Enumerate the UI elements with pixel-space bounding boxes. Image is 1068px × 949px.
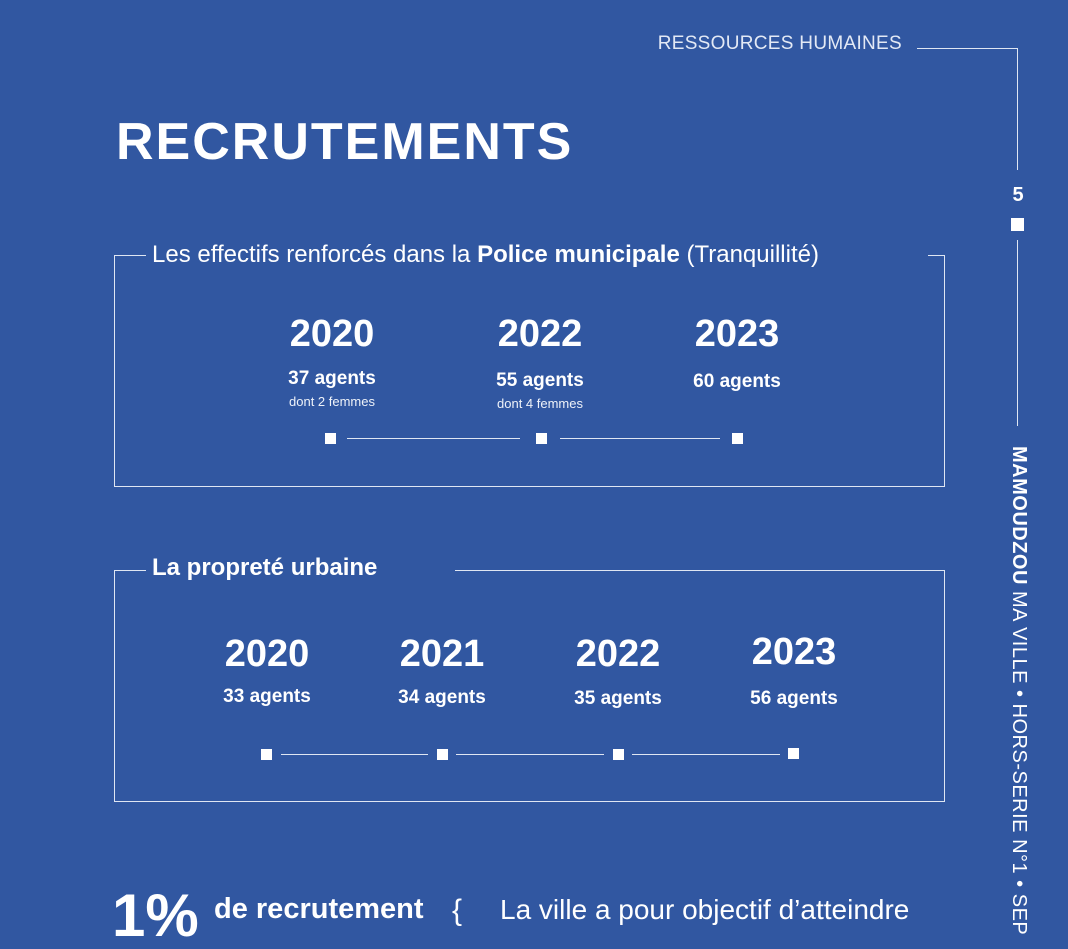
objective-text: La ville a pour objectif d’atteindre — [500, 894, 910, 925]
proprete-agents-2022: 35 agents — [574, 688, 662, 709]
magazine-name: MAMOUDZOU — [1008, 446, 1030, 585]
proprete-agents-2020: 33 agents — [223, 686, 311, 707]
proprete-timeline-dot — [437, 749, 448, 760]
section-tag: RESSOURCES HUMAINES — [657, 33, 902, 54]
proprete-agents-2023: 56 agents — [750, 688, 838, 709]
proprete-year-2022: 2022 — [575, 633, 661, 675]
proprete-box-top-left — [114, 570, 146, 571]
police-timeline-line — [560, 438, 720, 439]
police-agents-2022: 55 agents — [496, 370, 584, 391]
magazine-vertical-label — [1007, 446, 1030, 935]
proprete-box-top-right — [455, 570, 945, 571]
proprete-year-2023: 2023 — [751, 631, 837, 673]
police-year-2022: 2022 — [497, 313, 583, 355]
proprete-year-2020: 2020 — [224, 633, 310, 675]
sidebar-rule-top — [1017, 48, 1018, 170]
proprete-timeline-dot — [788, 748, 799, 759]
page-number: 5 — [1012, 184, 1024, 206]
police-note-2022: dont 4 femmes — [497, 396, 583, 411]
police-title: Les effectifs renforcés dans la Police municipale (Tranquillité) — [152, 241, 819, 268]
police-timeline-dot — [536, 433, 547, 444]
police-title-bold: Police municipale — [477, 241, 680, 268]
proprete-timeline-line — [281, 754, 428, 755]
police-year-2020: 2020 — [289, 313, 375, 355]
police-timeline-dot — [732, 433, 743, 444]
police-box-top-right — [928, 255, 945, 256]
magazine-issue: MA VILLE • HORS-SERIE N°1 • SEP — [1008, 584, 1030, 936]
header-rule — [917, 48, 1017, 49]
police-year-2023: 2023 — [694, 313, 780, 355]
proprete-timeline-line — [632, 754, 780, 755]
proprete-agents-2021: 34 agents — [398, 687, 486, 708]
proprete-timeline-dot — [613, 749, 624, 760]
recruitment-label: de recrutement — [214, 893, 424, 925]
police-agents-2020: 37 agents — [288, 368, 376, 389]
brace-icon: { — [452, 894, 463, 927]
recruitment-percent: 1% — [112, 882, 199, 949]
sidebar-square — [1011, 218, 1024, 231]
proprete-timeline-line — [456, 754, 604, 755]
sidebar-rule-middle — [1017, 240, 1018, 426]
proprete-timeline-dot — [261, 749, 272, 760]
proprete-title: La propreté urbaine — [152, 554, 378, 581]
proprete-year-2021: 2021 — [399, 633, 485, 675]
police-timeline-dot — [325, 433, 336, 444]
police-timeline-line — [347, 438, 520, 439]
page-title: RECRUTEMENTS — [116, 113, 574, 171]
police-box-top-left — [114, 255, 146, 256]
police-agents-2023: 60 agents — [693, 371, 781, 392]
police-note-2020: dont 2 femmes — [289, 394, 375, 409]
